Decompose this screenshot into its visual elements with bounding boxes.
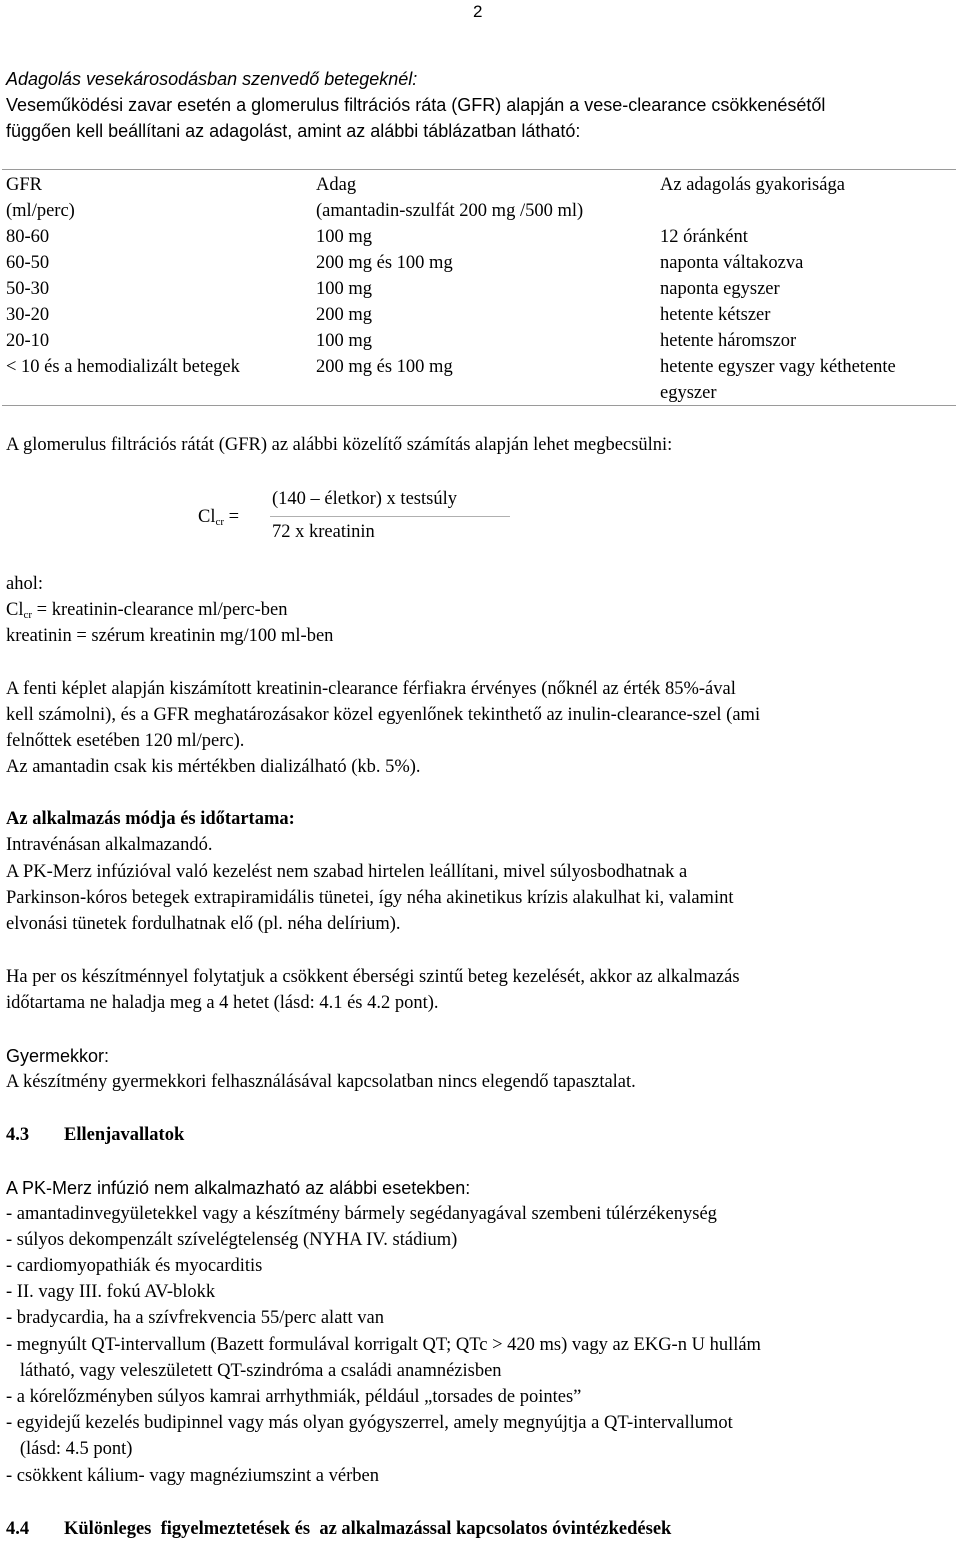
intro-line-1: Veseműködési zavar esetén a glomerulus filtrációs ráta (GFR) alapján a vese-clearance csökkenésétől — [6, 95, 826, 115]
cell-dose: 200 mg és 100 mg — [316, 253, 453, 273]
paragraph-line: Ha per os készítménnyel folytatjuk a csökkent éberségi szintű beteg kezelését, akkor az alkalmazás — [6, 967, 740, 987]
cell-gfr: 80-60 — [6, 227, 50, 247]
cell-gfr: 50-30 — [6, 279, 50, 299]
header-dose-detail: (amantadin-szulfát 200 mg /500 ml) — [316, 201, 584, 221]
paragraph-line: elvonási tünetek fordulhatnak elő (pl. néha delírium). — [6, 914, 401, 934]
dosage-heading: Adagolás vesekárosodásban szenvedő betegeknél: — [6, 69, 418, 89]
fraction-bar — [270, 516, 510, 517]
section-number: 4.3 — [6, 1125, 30, 1145]
header-gfr: GFR — [6, 175, 42, 195]
cell-gfr: 60-50 — [6, 253, 50, 273]
header-dose: Adag — [316, 175, 357, 195]
table-bottom-rule — [2, 405, 956, 406]
cell-dose: 100 mg — [316, 227, 373, 247]
list-item: - egyidejű kezelés budipinnel vagy más olyan gyógyszerrel, amely megnyújtja a QT-intervallumot — [6, 1413, 733, 1433]
list-item: - II. vagy III. fokú AV-blokk — [6, 1282, 216, 1302]
cell-frequency: hetente egyszer vagy kéthetente — [660, 357, 896, 377]
cell-gfr: 30-20 — [6, 305, 50, 325]
paragraph-line: időtartama ne haladja meg a 4 hetet (lásd: 4.1 és 4.2 pont). — [6, 993, 439, 1013]
paragraph-line: A fenti képlet alapján kiszámított kreatinin-clearance férfiakra érvényes (nőknél az érték 85%-ával — [6, 679, 736, 699]
where-def-creatinine: kreatinin = szérum kreatinin mg/100 ml-ben — [6, 626, 334, 646]
section-title: Ellenjavallatok — [64, 1125, 185, 1145]
list-item: - cardiomyopathiák és myocarditis — [6, 1256, 263, 1276]
header-frequency: Az adagolás gyakorisága — [660, 175, 845, 195]
where-def-clearance: $Cl_{cr}$ = kreatinin-clearance ml/perc-ben — [6, 600, 288, 621]
formula-lhs: $Cl_{cr}$ = — [198, 507, 240, 528]
list-item: - bradycardia, ha a szívfrekvencia 55/perc alatt van — [6, 1308, 385, 1328]
where-label: ahol: — [6, 574, 43, 594]
header-gfr-unit: (ml/perc) — [6, 201, 75, 221]
paragraph-line: Intravénásan alkalmazandó. — [6, 835, 213, 855]
cell-dose: 100 mg — [316, 331, 373, 351]
list-item: - súlyos dekompenzált szívelégtelenség (NYHA IV. stádium) — [6, 1230, 458, 1250]
cell-frequency: naponta egyszer — [660, 279, 780, 299]
list-item-cont: (lásd: 4.5 pont) — [6, 1439, 133, 1459]
page-number: 2 — [473, 2, 483, 21]
paragraph-line: A készítmény gyermekkori felhasználásával kapcsolatban nincs elegendő tapasztalat. — [6, 1072, 636, 1092]
cell-frequency: 12 óránként — [660, 227, 748, 247]
contraindications-intro: A PK-Merz infúzió nem alkalmazható az alábbi esetekben: — [6, 1178, 471, 1198]
section-number: 4.4 — [6, 1519, 30, 1539]
list-item: - megnyúlt QT-intervallum (Bazett formulával korrigalt QT; QTc > 420 ms) vagy az EKG-n U hullám — [6, 1335, 761, 1355]
intro-line-2: függően kell beállítani az adagolást, amint az alábbi táblázatban látható: — [6, 121, 581, 141]
cell-dose: 200 mg — [316, 305, 373, 325]
paragraph-line: felnőttek esetében 120 ml/perc). — [6, 731, 245, 751]
formula-numerator: (140 – életkor) x testsúly — [272, 489, 457, 509]
list-item: - csökkent kálium- vagy magnéziumszint a vérben — [6, 1466, 379, 1486]
paragraph-line: kell számolni), és a GFR meghatározásakor közel egyenlőnek tekinthető az inulin-clearance-szel (ami — [6, 705, 761, 725]
admin-heading: Az alkalmazás módja és időtartama: — [6, 809, 295, 829]
cell-gfr: < 10 és a hemodializált betegek — [6, 357, 240, 377]
gfr-estimate-sentence: A glomerulus filtrációs rátát (GFR) az alábbi közelítő számítás alapján lehet megbecsülni: — [6, 435, 673, 455]
cell-dose: 200 mg és 100 mg — [316, 357, 453, 377]
paragraph-line: Az amantadin csak kis mértékben dializálható (kb. 5%). — [6, 757, 421, 777]
cell-frequency-cont: egyszer — [660, 383, 717, 403]
paragraph-line: Parkinson-kóros betegek extrapiramidális tünetei, így néha akinetikus krízis alakulhat ki, valamint — [6, 888, 734, 908]
children-heading: Gyermekkor: — [6, 1046, 110, 1066]
list-item: - a kórelőzményben súlyos kamrai arrhythmiák, például „torsades de pointes” — [6, 1387, 582, 1407]
list-item-cont: látható, vagy veleszületett QT-szindróma a családi anamnézisben — [6, 1361, 502, 1381]
paragraph-line: A PK-Merz infúzióval való kezelést nem szabad hirtelen leállítani, mivel súlyosbodhatnak a — [6, 862, 688, 882]
cell-frequency: hetente háromszor — [660, 331, 797, 351]
cell-gfr: 20-10 — [6, 331, 50, 351]
cell-dose: 100 mg — [316, 279, 373, 299]
cell-frequency: naponta váltakozva — [660, 253, 804, 273]
cell-frequency: hetente kétszer — [660, 305, 771, 325]
table-top-rule — [2, 169, 956, 170]
formula-denominator: 72 x kreatinin — [272, 522, 375, 542]
section-title: Különleges figyelmeztetések és az alkalmazással kapcsolatos óvintézkedések — [64, 1519, 672, 1539]
list-item: - amantadinvegyületekkel vagy a készítmény bármely segédanyagával szembeni túlérzékenység — [6, 1204, 717, 1224]
